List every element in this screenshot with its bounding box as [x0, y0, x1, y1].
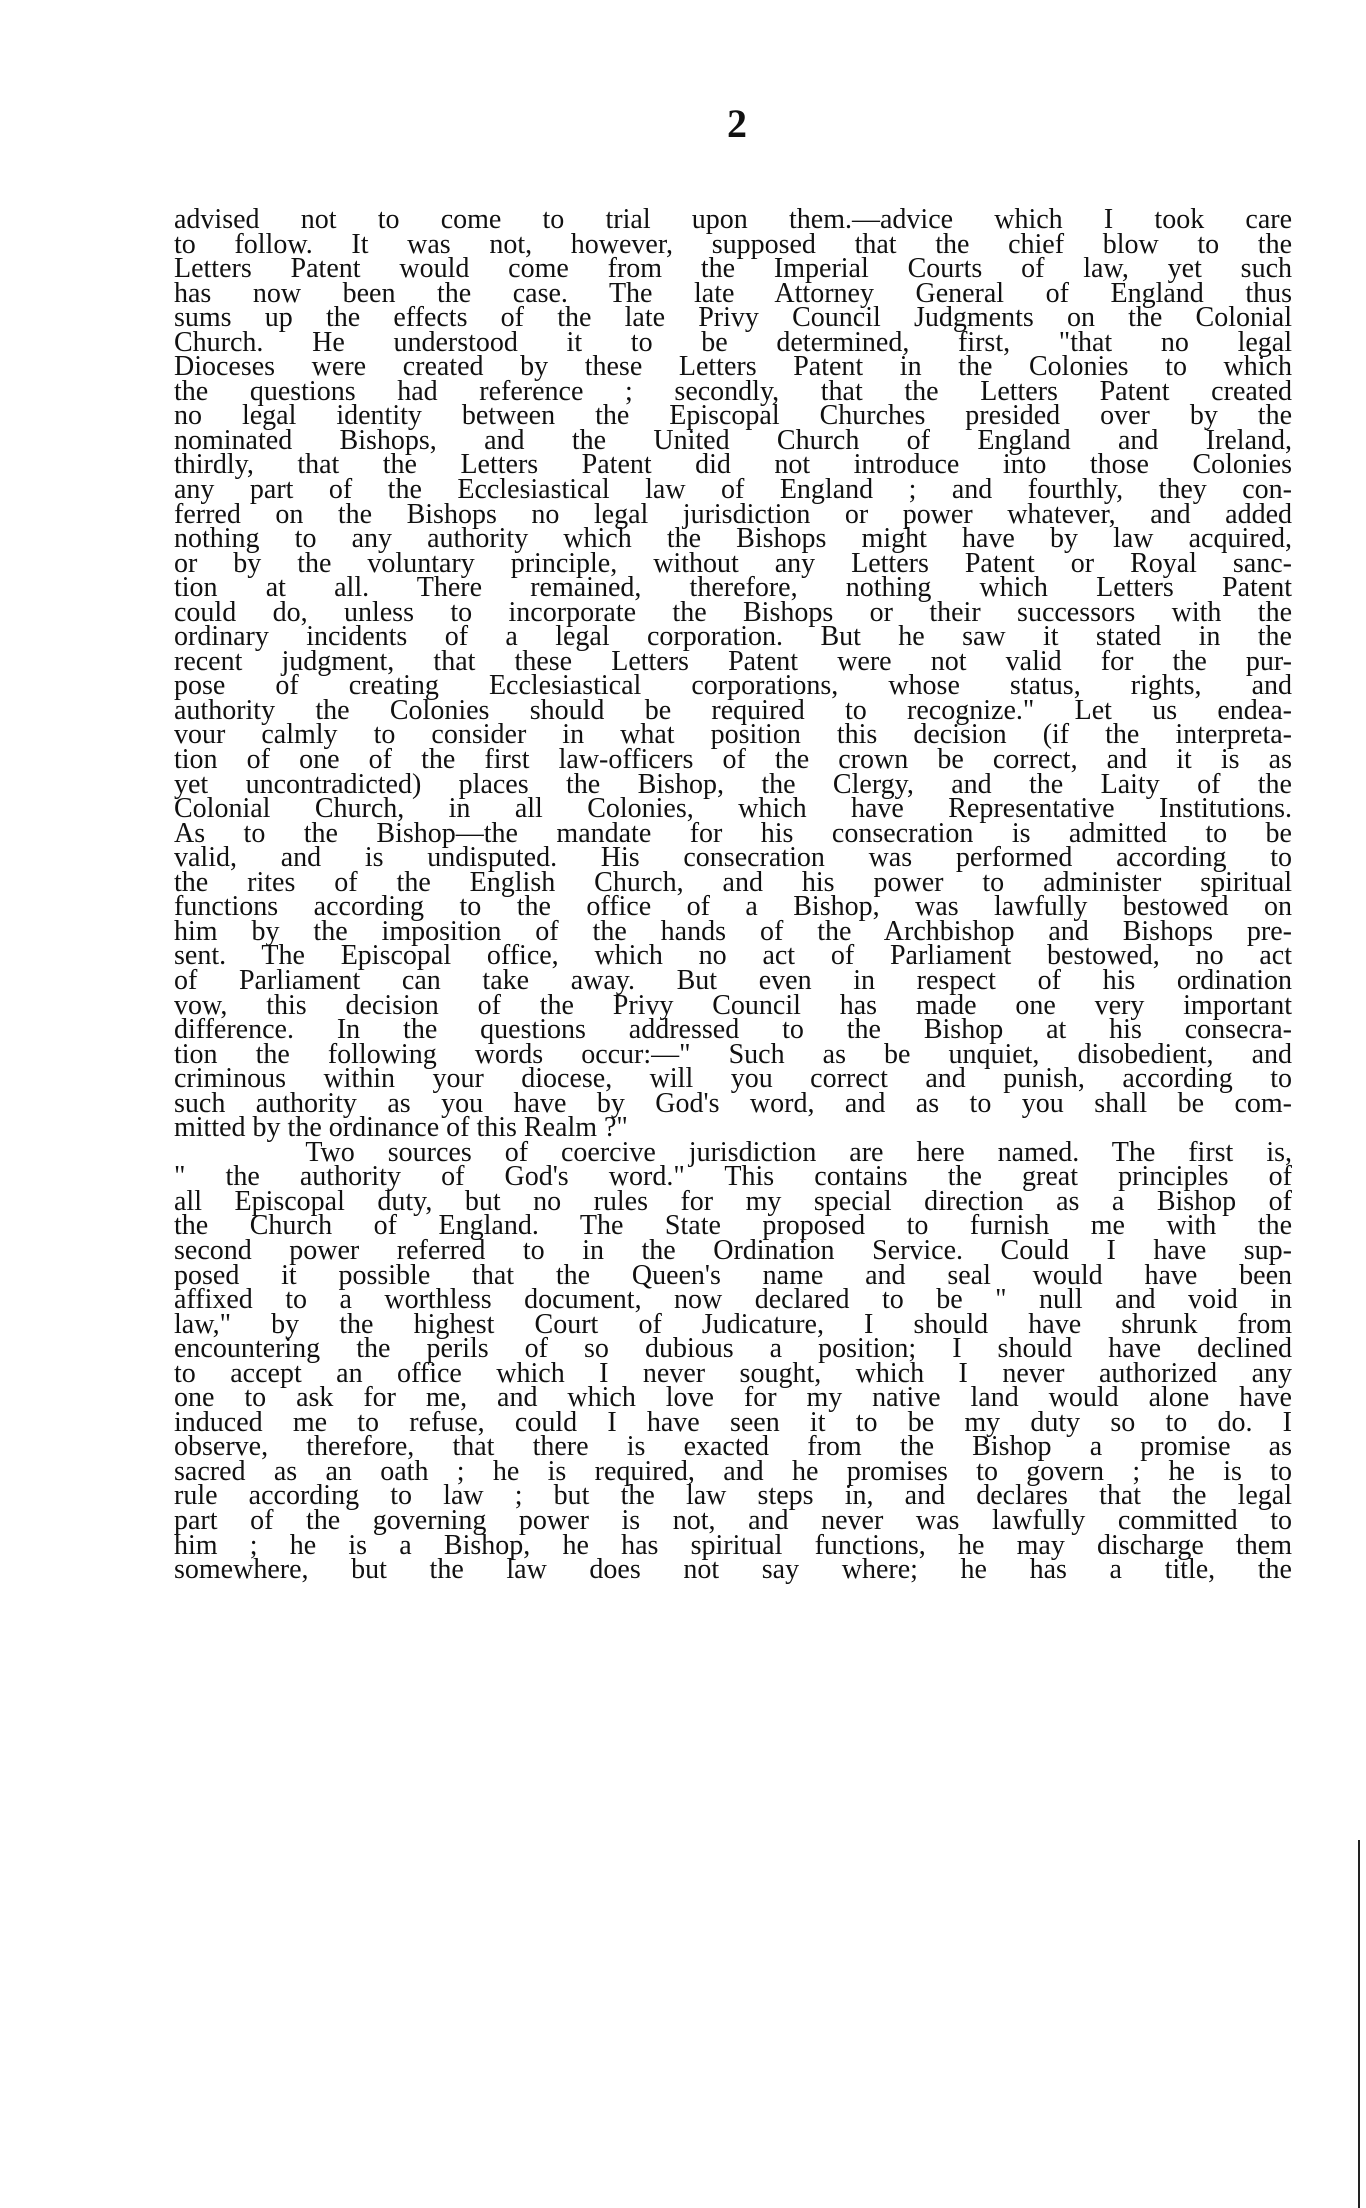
text-line: sent. The Episcopal office, which no act of Parliament bestowed, no act [174, 940, 1292, 972]
text-line: no legal identity between the Episcopal Churches presided over by the [174, 400, 1292, 432]
margin-scan-line [1358, 1840, 1360, 2208]
text-line: all Episcopal duty, but no rules for my special direction as a Bishop of [174, 1185, 1292, 1217]
text-line: tion of one of the first law-officers of the crown be correct, and it is as [174, 744, 1292, 776]
text-line: rule according to law ; but the law steps in, and declares that the legal [174, 1480, 1292, 1512]
text-line: tion at all. There remained, therefore, nothing which Letters Patent [174, 572, 1292, 604]
text-line: vow, this decision of the Privy Council has made one very important [174, 989, 1292, 1021]
text-line: encountering the perils of so dubious a position; I should have declined [174, 1333, 1292, 1365]
text-line: him by the imposition of the hands of the Archbishop and Bishops pre- [174, 915, 1292, 947]
text-line: Letters Patent would come from the Imperial Courts of law, yet such [174, 253, 1292, 285]
text-line: him ; he is a Bishop, he has spiritual functions, he may discharge them [174, 1529, 1292, 1561]
text-line: valid, and is undisputed. His consecration was performed according to [174, 842, 1292, 874]
text-line: nominated Bishops, and the United Church of England and Ireland, [174, 424, 1292, 456]
text-line: somewhere, but the law does not say where; he has a title, the [174, 1554, 1292, 1586]
text-line: nothing to any authority which the Bishops might have by law acquired, [174, 523, 1292, 555]
body-text [174, 204, 1292, 1586]
text-line: or by the voluntary principle, without any Letters Patent or Royal sanc- [174, 547, 1292, 579]
text-line: to follow. It was not, however, supposed that the chief blow to the [174, 228, 1292, 260]
text-line: law," by the highest Court of Judicature, I should have shrunk from [174, 1308, 1292, 1340]
text-line: Colonial Church, in all Colonies, which have Representative Institutions. [174, 793, 1292, 825]
text-line: sacred as an oath ; he is required, and he promises to govern ; he is to [174, 1455, 1292, 1487]
text-line: sums up the effects of the late Privy Council Judgments on the Colonial [174, 302, 1292, 334]
text-line: vour calmly to consider in what position this decision (if the interpreta- [174, 719, 1292, 751]
text-line: part of the governing power is not, and never was lawfully committed to [174, 1504, 1292, 1536]
text-line: has now been the case. The late Attorney General of England thus [174, 277, 1292, 309]
text-line: " the authority of God's word." This contains the great principles of [174, 1161, 1292, 1193]
text-line: the Church of England. The State proposed to furnish me with the [174, 1210, 1292, 1242]
text-line: any part of the Ecclesiastical law of England ; and fourthly, they con- [174, 474, 1292, 506]
text-line: recent judgment, that these Letters Patent were not valid for the pur- [174, 645, 1292, 677]
text-line: Two sources of coercive jurisdiction are here named. The first is, [174, 1136, 1292, 1168]
text-line: the rites of the English Church, and his power to administer spiritual [174, 866, 1292, 898]
text-line: ferred on the Bishops no legal jurisdiction or power whatever, and added [174, 498, 1292, 530]
text-line: pose of creating Ecclesiastical corporations, whose status, rights, and [174, 670, 1292, 702]
text-line: tion the following words occur:—" Such as be unquiet, disobedient, and [174, 1038, 1292, 1070]
text-line: ordinary incidents of a legal corporation. But he saw it stated in the [174, 621, 1292, 653]
text-line: such authority as you have by God's word, and as to you shall be com- [174, 1087, 1292, 1119]
text-line: affixed to a worthless document, now declared to be " null and void in [174, 1284, 1292, 1316]
text-line: Church. He understood it to be determined, first, "that no legal [174, 326, 1292, 358]
text-line: thirdly, that the Letters Patent did not introduce into those Colonies [174, 449, 1292, 481]
text-line: Dioceses were created by these Letters Patent in the Colonies to which [174, 351, 1292, 383]
text-line: advised not to come to trial upon them.—advice which I took care [174, 204, 1292, 235]
text-line: induced me to refuse, could I have seen it to be my duty so to do. I [174, 1406, 1292, 1438]
text-line: posed it possible that the Queen's name and seal would have been [174, 1259, 1292, 1291]
text-line: the questions had reference ; secondly, that the Letters Patent created [174, 375, 1292, 407]
page-number: 2 [727, 101, 747, 146]
text-line: to accept an office which I never sought, which I never authorized any [174, 1357, 1292, 1389]
text-line: observe, therefore, that there is exacted from the Bishop a promise as [174, 1431, 1292, 1463]
text-line: yet uncontradicted) places the Bishop, the Clergy, and the Laity of the [174, 768, 1292, 800]
text-line: authority the Colonies should be required to recognize." Let us endea- [174, 694, 1292, 726]
text-line: difference. In the questions addressed to the Bishop at his consecra- [174, 1014, 1292, 1046]
text-line: second power referred to in the Ordination Service. Could I have sup- [174, 1234, 1292, 1266]
text-line: could do, unless to incorporate the Bishops or their successors with the [174, 596, 1292, 628]
text-line: functions according to the office of a Bishop, was lawfully bestowed on [174, 891, 1292, 923]
text-line: As to the Bishop—the mandate for his consecration is admitted to be [174, 817, 1292, 849]
text-line: mitted by the ordinance of this Realm ?" [174, 1112, 628, 1144]
text-line: one to ask for me, and which love for my native land would alone have [174, 1382, 1292, 1414]
text-line: of Parliament can take away. But even in respect of his ordination [174, 964, 1292, 996]
text-line: criminous within your diocese, will you correct and punish, according to [174, 1063, 1292, 1095]
